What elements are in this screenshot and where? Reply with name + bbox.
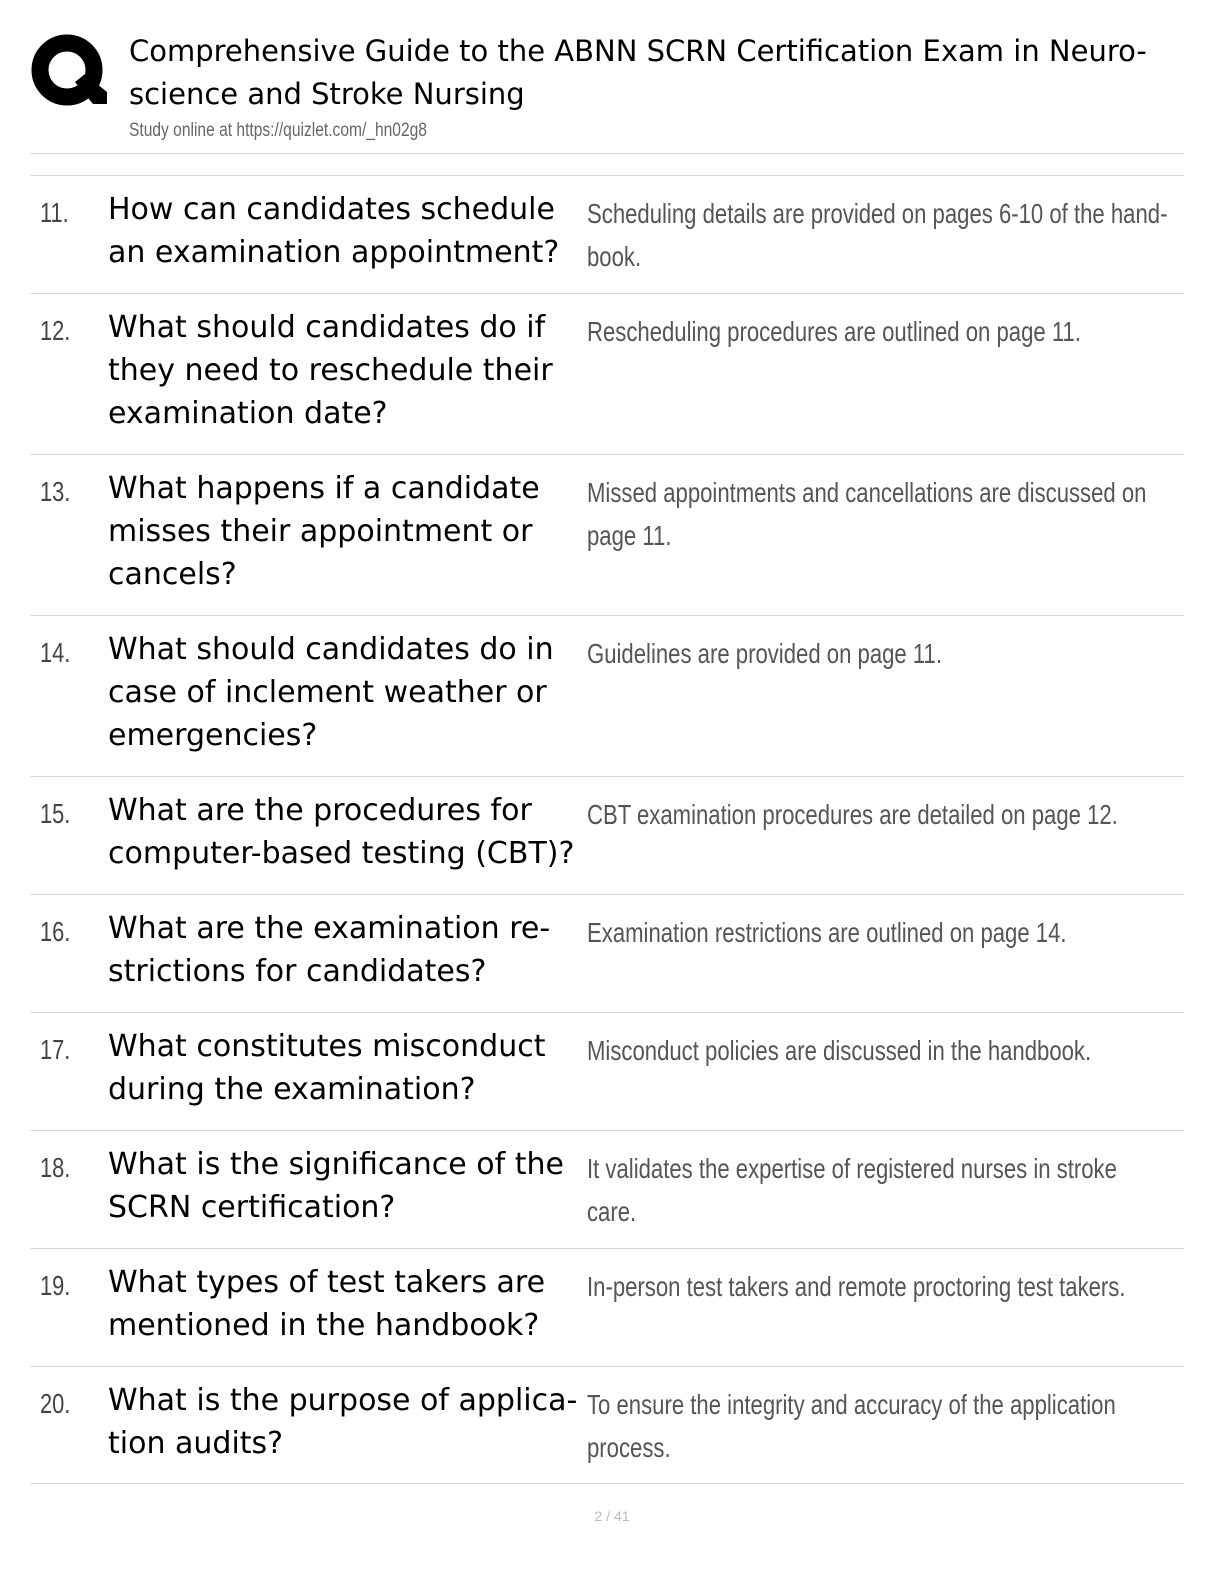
- card-answer: Scheduling details are provided on pages 6-10 of the hand-book.: [587, 198, 1168, 272]
- card-answer: It validates the expertise of registered nurses in stroke care.: [587, 1153, 1117, 1227]
- card-answer-wrap: [587, 793, 1224, 836]
- page-header: [0, 0, 1224, 160]
- card-question: What constitutes misconduct during the examination?: [108, 1029, 546, 1107]
- card-question: What is the purpose of applica-tion audits?: [108, 1383, 578, 1461]
- card-question: How can candidates schedule an examination appointment?: [108, 192, 560, 270]
- card-question: What is the significance of the SCRN certification?: [108, 1147, 564, 1225]
- card-number: 15.: [40, 798, 71, 829]
- card-answer-wrap: [587, 471, 1224, 557]
- card-answer-wrap: [587, 911, 1224, 954]
- card-question: What happens if a candidate misses their appointment or cancels?: [108, 471, 540, 592]
- card-question: What should candidates do in case of inclement weather or emergencies?: [108, 632, 554, 753]
- card-number: 16.: [40, 916, 71, 947]
- card-question: What should candidates do if they need to reschedule their examination date?: [108, 310, 553, 431]
- card-number: 14.: [40, 637, 71, 668]
- card-answer-wrap: [587, 632, 1224, 675]
- card-answer-wrap: [587, 1029, 1224, 1072]
- card-answer: Rescheduling procedures are outlined on page 11.: [587, 316, 1081, 347]
- card-number: 12.: [40, 315, 71, 346]
- card-number: 13.: [40, 476, 71, 507]
- quizlet-q-logo-icon: [31, 34, 107, 108]
- flashcard-row: [30, 293, 1184, 454]
- card-answer-wrap: [587, 1147, 1224, 1233]
- card-question: What types of test takers are mentioned in the handbook?: [108, 1265, 546, 1343]
- card-answer: Missed appointments and cancellations are discussed on page 11.: [587, 477, 1147, 551]
- card-answer-wrap: [587, 192, 1224, 278]
- flashcard-row: [30, 454, 1184, 615]
- flashcard-row: [30, 1248, 1184, 1366]
- card-number: 19.: [40, 1270, 71, 1301]
- card-answer: Examination restrictions are outlined on page 14.: [587, 917, 1067, 948]
- page-number: 2 / 41: [594, 1508, 630, 1524]
- card-answer-wrap: [587, 310, 1224, 353]
- flashcard-row: [30, 175, 1184, 293]
- flashcard-row: [30, 776, 1184, 894]
- card-question: What are the procedures for computer-based testing (CBT)?: [108, 793, 575, 871]
- card-answer: In-person test takers and remote proctoring test takers.: [587, 1271, 1126, 1302]
- card-answer: Guidelines are provided on page 11.: [587, 638, 942, 669]
- flashcard-list: [30, 175, 1184, 1484]
- card-answer-wrap: [587, 1383, 1224, 1469]
- flashcard-row: [30, 615, 1184, 776]
- flashcard-row: [30, 1366, 1184, 1484]
- card-answer: Misconduct policies are discussed in the handbook.: [587, 1035, 1092, 1066]
- card-answer: CBT examination procedures are detailed on page 12.: [587, 799, 1118, 830]
- flashcard-row: [30, 894, 1184, 1012]
- card-number: 17.: [40, 1034, 71, 1065]
- card-number: 11.: [40, 197, 69, 228]
- card-answer-wrap: [587, 1265, 1224, 1308]
- flashcard-row: [30, 1130, 1184, 1248]
- page-title: Comprehensive Guide to the ABNN SCRN Certification Exam in Neuro-science and Stroke Nursing: [129, 34, 1147, 111]
- card-answer: To ensure the integrity and accuracy of the application process.: [587, 1389, 1116, 1463]
- study-online-text: Study online at https://quizlet.com/_hn02g8: [129, 120, 427, 141]
- flashcard-row: [30, 1012, 1184, 1130]
- header-divider: [30, 153, 1184, 154]
- card-number: 18.: [40, 1152, 71, 1183]
- card-question: What are the examination re-strictions for candidates?: [108, 911, 551, 989]
- card-number: 20.: [40, 1388, 71, 1419]
